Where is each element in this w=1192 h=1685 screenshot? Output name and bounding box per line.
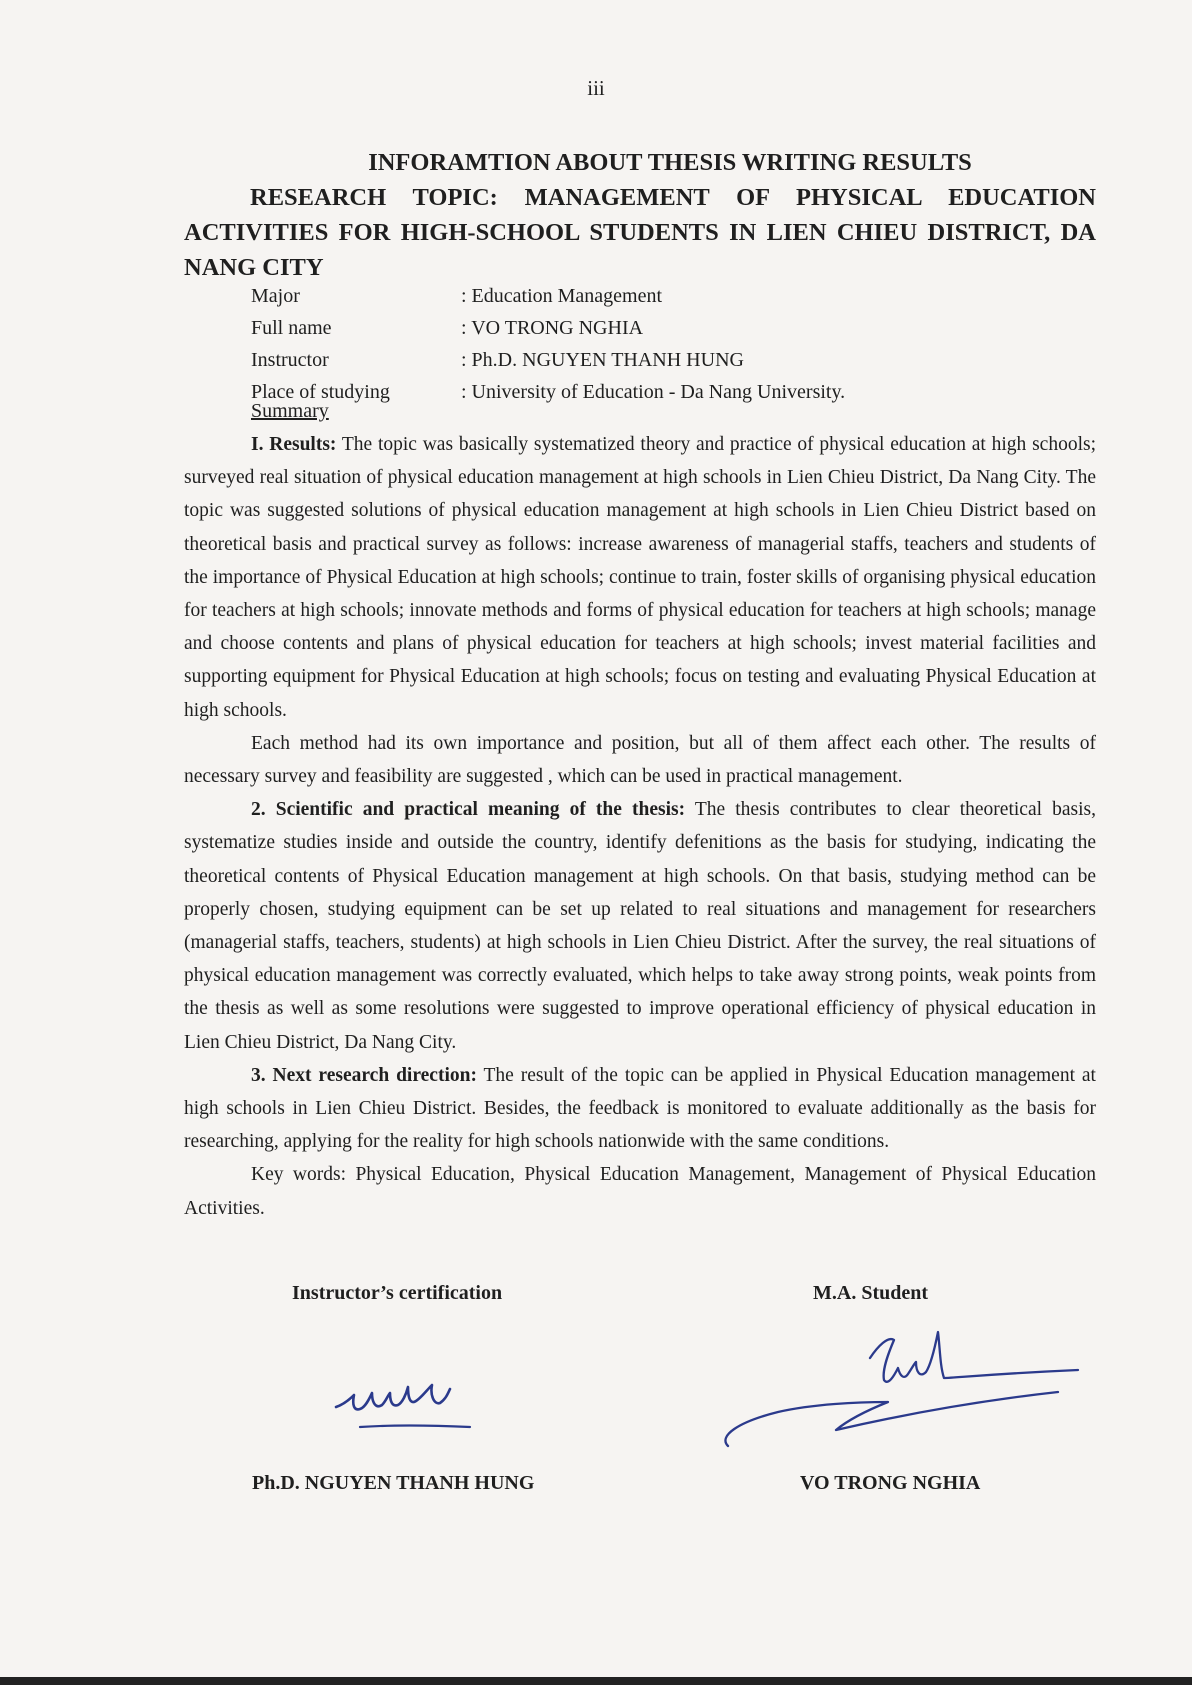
next-text: The result of the topic can be applied in Physical Education management at high schools in Lien Chieu District. Besides, the feedback is monitored to evaluate additionally as the basis for researching, applying for the reality for high schools nationwide with the same conditions. — [184, 1064, 1096, 1153]
scan-edge-strip — [0, 1677, 1192, 1685]
info-row-instructor — [251, 344, 845, 376]
results-paragraph — [184, 428, 1096, 727]
student-signature — [718, 1318, 1088, 1463]
each-method-paragraph: Each method had its own importance and position, but all of them affect each other. The results of necessary survey and feasibility are suggested , which can be used in practical management. — [184, 732, 1096, 788]
page-number: iii — [587, 76, 605, 100]
instructor-name: Ph.D. NGUYEN THANH HUNG — [252, 1472, 535, 1494]
meaning-heading: 2. Scientific and practical meaning of the thesis: — [251, 799, 686, 821]
student-name: VO TRONG NGHIA — [800, 1472, 981, 1494]
results-heading: I. Results: — [251, 434, 337, 455]
summary-body — [184, 428, 1096, 1225]
info-value: : Education Management — [461, 285, 663, 307]
info-table — [251, 280, 845, 408]
summary-heading: Summary — [251, 400, 329, 422]
student-heading: M.A. Student — [813, 1282, 929, 1304]
info-row-full-name — [251, 312, 845, 344]
info-row-place — [251, 376, 845, 408]
info-row-major — [251, 280, 845, 312]
info-value: : University of Education - Da Nang University. — [461, 381, 846, 403]
next-direction-paragraph — [184, 1059, 1096, 1159]
info-value: : VO TRONG NGHIA — [461, 317, 644, 339]
info-label: Major — [251, 285, 300, 307]
research-topic: RESEARCH TOPIC: MANAGEMENT OF PHYSICAL EDUCATION ACTIVITIES FOR HIGH-SCHOOL STUDENTS IN LIEN CHIEU DISTRICT, DA NANG CITY — [184, 184, 1096, 281]
info-label: Place of studying — [251, 381, 390, 403]
title-block — [184, 145, 1096, 285]
info-label: Instructor — [251, 349, 329, 371]
info-value: : Ph.D. NGUYEN THANH HUNG — [461, 349, 744, 371]
keywords-paragraph: Key words: Physical Education, Physical Education Management, Management of Physical Education Activities. — [184, 1164, 1096, 1219]
next-heading: 3. Next research direction: — [251, 1064, 477, 1086]
meaning-paragraph — [184, 793, 1096, 1059]
meaning-text: The thesis contributes to clear theoretical basis, systematize studies inside and outside the country, identify defenitions as the basis for studying, indicating the theoretical contents of Physical Education management at high schools. On that basis, studying method can be properly chosen, studying equipment can be set up related to real situations and management for researchers (managerial staffs, teachers, students) at high schools in Lien Chieu District. After the survey, the real situations of physical education management was correctly evaluated, which helps to take away strong points, weak points from the thesis as well as some resolutions were suggested to improve operational efficiency of physical education in Lien Chieu District, Da Nang City. — [184, 799, 1096, 1053]
instructor-signature — [330, 1365, 480, 1435]
instructor-certification-heading: Instructor’s certification — [292, 1282, 503, 1304]
document-title: INFORAMTION ABOUT THESIS WRITING RESULTS — [368, 149, 972, 176]
info-label: Full name — [251, 317, 332, 339]
results-text: The topic was basically systematized theory and practice of physical education at high schools; surveyed real situation of physical education management at high schools in Lien Chieu District, Da Nang City. The topic was suggested solutions of physical education management at high schools in Lien Chieu District based on theoretical basis and practical survey as follows: increase awareness of managerial staffs, teachers and students of the importance of Physical Education at high schools; continue to train, foster skills of organising physical education for teachers at high schools; innovate methods and forms of physical education for teachers at high schools; manage and choose contents and plans of physical education for teachers at high schools; invest material facilities and supporting equipment for Physical Education at high schools; focus on testing and evaluating Physical Education at high schools. — [184, 434, 1096, 721]
